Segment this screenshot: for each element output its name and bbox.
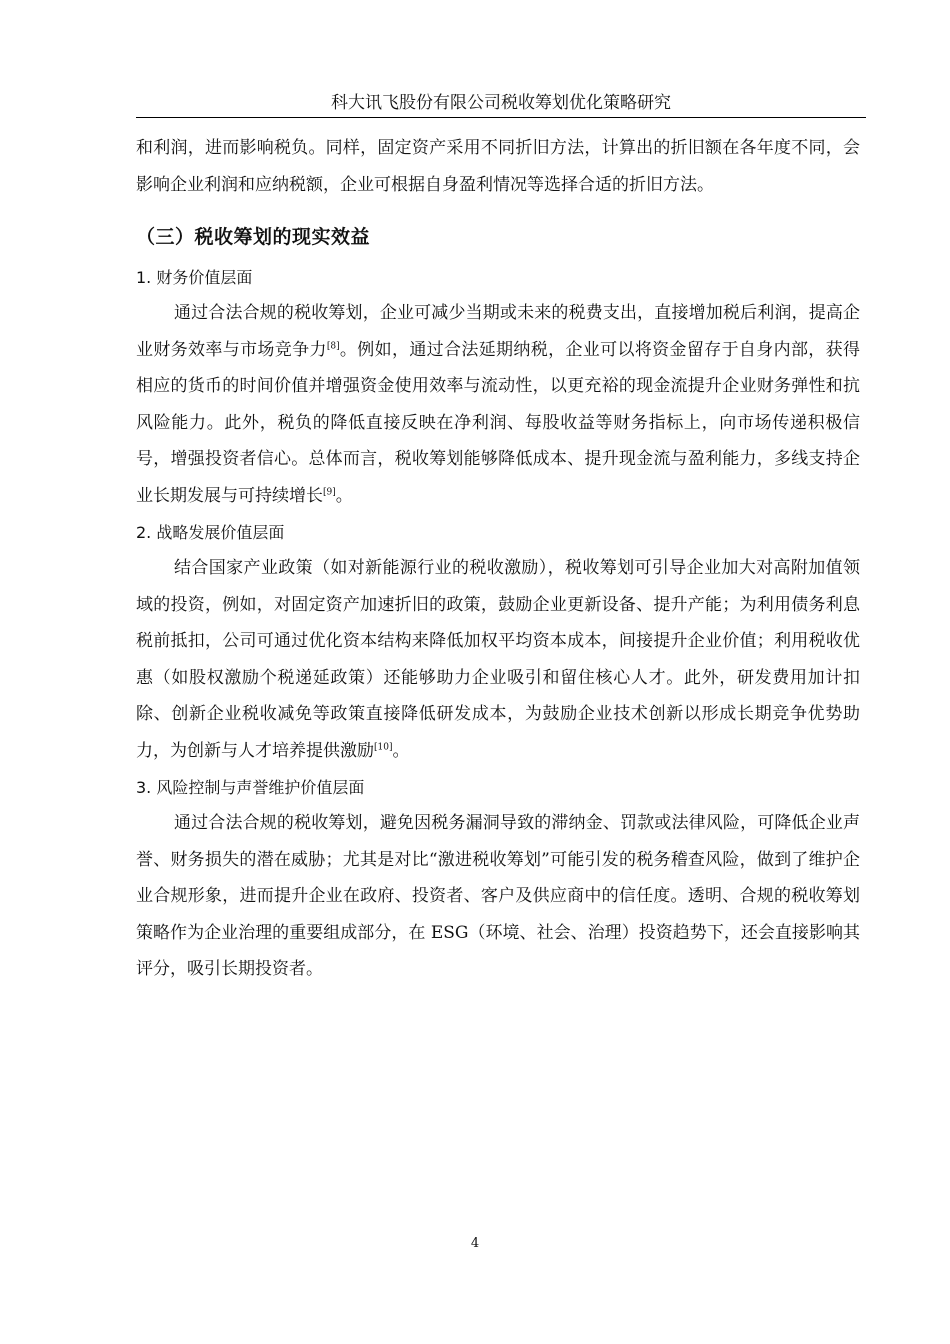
- strategic-value-paragraph: [136, 550, 860, 769]
- page-body: [136, 130, 860, 988]
- financial-text-part1: 通过合法合规的税收筹划，企业可减少当期或未来的税费支出，直接增加税后利润，提高企业财务效率与市场竞争力: [136, 303, 860, 360]
- header-divider: [136, 117, 866, 118]
- strategic-text-part2: 。: [392, 740, 410, 761]
- financial-text-part3: 。: [335, 485, 353, 506]
- strategic-text-part1: 结合国家产业政策（如对新能源行业的税收激励），税收筹划可引导企业加大对高附加值领域的投资，例如，对固定资产加速折旧的政策，鼓励企业更新设备、提升产能；为利用债务利息税前抵扣，公司可通过优化资本结构来降低加权平均资本成本，间接提升企业价值；利用税收优惠（如股权激励个税递延政策）还能够助力企业吸引和留住核心人才。此外，研发费用加计扣除、创新企业税收减免等政策直接降低研发成本，为鼓励企业技术创新以形成长期竞争优势助力，为创新与人才培养提供激励: [136, 558, 860, 761]
- section-heading: （三）税收筹划的现实效益: [136, 226, 371, 248]
- citation-8: [8]: [326, 340, 340, 351]
- page-number: 4: [470, 1236, 480, 1251]
- subsection-heading-financial: 1. 财务价值层面: [136, 268, 253, 287]
- subsection-heading-strategic: 2. 战略发展价值层面: [136, 523, 285, 542]
- financial-value-paragraph: [136, 295, 860, 514]
- financial-text-part2: 。例如，通过合法延期纳税，企业可以将资金留存于自身内部，获得相应的货币的时间价值并增强资金使用效率与流动性，以更充裕的现金流提升企业财务弹性和抗风险能力。此外，税负的降低直接反映在净利润、每股收益等财务指标上，向市场传递积极信号，增强投资者信心。总体而言，税收筹划能够降低成本、提升现金流与盈利能力，多线支持企业长期发展与可持续增长: [136, 339, 861, 506]
- citation-9: [9]: [323, 486, 336, 497]
- intro-paragraph: 和利润，进而影响税负。同样，固定资产采用不同折旧方法，计算出的折旧额在各年度不同，会影响企业利润和应纳税额，企业可根据自身盈利情况等选择合适的折旧方法。: [136, 138, 860, 195]
- citation-10: [10]: [374, 741, 393, 752]
- subsection-heading-risk: 3. 风险控制与声誉维护价值层面: [136, 778, 365, 797]
- risk-value-paragraph: 通过合法合规的税收筹划，避免因税务漏洞导致的滞纳金、罚款或法律风险，可降低企业声誉、财务损失的潜在威胁；尤其是对比“激进税收筹划”可能引发的税务稽查风险，做到了维护企业合规形象，进而提升企业在政府、投资者、客户及供应商中的信任度。透明、合规的税收筹划策略作为企业治理的重要组成部分，在 ESG（环境、社会、治理）投资趋势下，还会直接影响其评分，吸引长期投资者。: [136, 813, 860, 979]
- running-header: 科大讯飞股份有限公司税收筹划优化策略研究: [331, 93, 671, 113]
